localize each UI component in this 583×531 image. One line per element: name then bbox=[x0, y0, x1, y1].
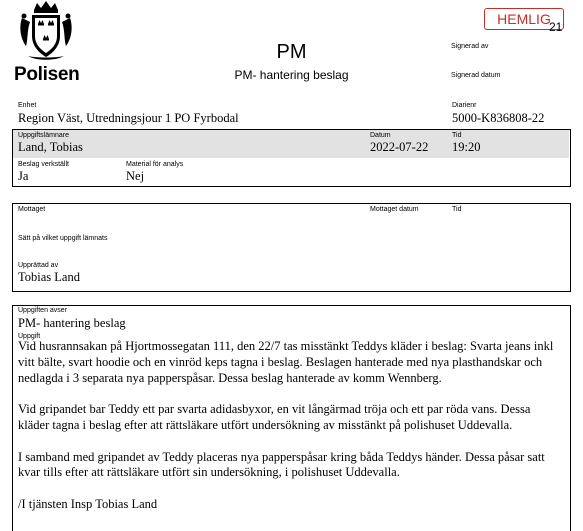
classification-stamp: HEMLIG bbox=[484, 8, 564, 30]
informant-label: Uppgiftslämnare bbox=[18, 132, 69, 139]
received-date-label: Mottaget datum bbox=[370, 206, 419, 213]
method-label: Sätt på vilket uppgift lämnats bbox=[18, 235, 108, 242]
paragraph: Vid husrannsakan på Hjortmossegatan 111, den 22/7 tas misstänkt Teddys kläder i beslag: Svarta jeans inkl vitt bälte, svart hoodie och en vinröd keps tagna i beslag. Beslagen hanterade med nya plasthandskar och nedlagda i 3 separata nya papperspåsar. Dessa beslag hanterade av komm Wennberg. bbox=[18, 339, 554, 385]
signature-line: /I tjänsten Insp Tobias Land bbox=[18, 496, 158, 511]
divider bbox=[12, 129, 13, 186]
received-label: Mottaget bbox=[18, 206, 46, 213]
divider bbox=[12, 129, 571, 130]
paragraph: Vid gripandet bar Teddy ett par svarta adidasbyxor, en vit långärmad tröja och ett par röda vans. Dessa kläder tagna i beslag efter att rättsläkare utfört undersökning av misstänkt på polishuset Uddevalla. bbox=[18, 402, 531, 432]
prepared-by-value: Tobias Land bbox=[18, 270, 80, 284]
signed-by-label: Signerad av bbox=[451, 43, 489, 50]
received-time-label: Tid bbox=[452, 206, 462, 213]
prepared-by-label: Upprättad av bbox=[18, 262, 59, 269]
signed-date-label: Signerad datum bbox=[451, 72, 501, 79]
date-value: 2022-07-22 bbox=[370, 140, 429, 154]
divider bbox=[570, 305, 571, 531]
unit-label: Enhet bbox=[18, 102, 37, 109]
divider bbox=[12, 291, 571, 292]
brand-name: Polisen bbox=[14, 64, 80, 85]
diarienr-label: Diarienr bbox=[452, 102, 477, 109]
informant-value: Land, Tobias bbox=[18, 140, 83, 154]
subject-value: PM- hantering beslag bbox=[18, 316, 126, 330]
date-label: Datum bbox=[370, 132, 391, 139]
time-label: Tid bbox=[452, 132, 462, 139]
divider bbox=[12, 186, 571, 187]
divider bbox=[12, 203, 571, 204]
divider bbox=[12, 305, 571, 306]
doc-code: PM bbox=[276, 41, 307, 63]
divider bbox=[570, 203, 571, 292]
unit-value: Region Väst, Utredningsjour 1 PO Fyrbodal bbox=[18, 111, 239, 125]
divider bbox=[12, 203, 13, 292]
subject-label: Uppgiften avser bbox=[18, 307, 68, 314]
analysis-value: Nej bbox=[126, 169, 145, 183]
page-number: 21 bbox=[549, 20, 563, 34]
divider bbox=[570, 129, 571, 186]
diarienr-value: 5000-K836808-22 bbox=[452, 111, 545, 125]
time-value: 19:20 bbox=[452, 140, 481, 154]
statement-text bbox=[18, 339, 558, 529]
paragraph: I samband med gripandet av Teddy placeras nya papperspåsar kring båda Teddys händer. Dessa påsar satt kvar tills efter att rättsläkare utfört sin undersökning, i polishuset Uddevalla. bbox=[18, 449, 545, 480]
seizure-done-label: Beslag verkställt bbox=[18, 161, 69, 168]
text-label: Uppgift bbox=[18, 333, 41, 340]
informant-row-bg bbox=[13, 130, 569, 158]
seizure-done-value: Ja bbox=[18, 169, 29, 183]
analysis-label: Material för analys bbox=[126, 161, 184, 168]
divider bbox=[12, 305, 13, 531]
doc-title: PM- hantering beslag bbox=[234, 68, 349, 82]
